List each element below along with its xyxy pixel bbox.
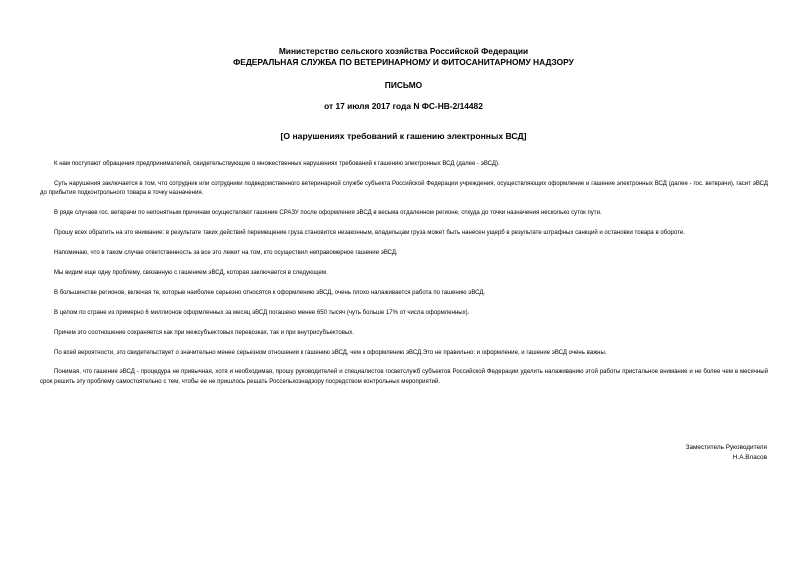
- signatory-position: Заместитель Руководителя: [685, 444, 767, 451]
- document-subject: [О нарушениях требований к гашению электронных ВСД]: [280, 131, 527, 141]
- paragraph-4: Прошу всех обратить на это внимание: в результате таких действий перемещение груза становится незаконным, владельцам груза может быть нанесен ущерб в результате штрафных санкций и остановки товара в обороте.: [54, 230, 685, 237]
- paragraph-5: Напоминаю, что в таком случае ответственность за все это лежит на том, кто осуществил неправомерное гашение эВСД.: [54, 250, 398, 257]
- paragraph-10: По всей вероятности, это свидетельствует о значительно менее серьезном отношении к гашению эВСД, чем к оформлению эВСД.Это не правильно: и оформление, и гашение эВСД очень важны.: [54, 349, 607, 356]
- paragraph-9: Причем это соотношение сохраняется как при межсубъектовых перевозках, так и при внутрисубъектовых.: [54, 329, 354, 336]
- service-name: ФЕДЕРАЛЬНАЯ СЛУЖБА ПО ВЕТЕРИНАРНОМУ И ФИТОСАНИТАРНОМУ НАДЗОРУ: [233, 57, 574, 67]
- paragraph-1: К нам поступают обращения предпринимателей, свидетельствующие о множественных нарушениях требований к гашению электронных ВСД (далее - эВСД).: [54, 161, 500, 167]
- paragraph-6: Мы видим еще одну проблему, связанную с гашением эВСД, которая заключается в следующем.: [54, 269, 328, 276]
- paragraph-7: В большинстве регионов, включая те, которые наиболее серьезно относятся к оформлению эВСД, очень плохо налаживается работа по гашению эВСД.: [54, 289, 486, 296]
- signatory-name: Н.А.Власов: [732, 454, 767, 461]
- paragraph-3: В ряде случаев гос. ветврачи по непонятным причинам осуществляют гашение СРАЗУ после оформления эВСД в весьма отдаленном регионе, откуда до точки назначения несколько суток пути.: [54, 210, 602, 217]
- paragraph-2: Суть нарушения заключается в том, что сотрудник или сотрудники подведомственного ветеринарной службе субъекта Российской Федерации учреждения, осуществляющих оформление и гашение электронных ВСД (далее - гос. ветврачи), гасит эВСД до прибытия подконтрольного товара в точку назначения.: [40, 180, 768, 197]
- letter-body: [40, 160, 768, 398]
- paragraph-11: Понимая, что гашение эВСД - процедура не привычная, хотя и необходимая, прошу руководителей и специалистов госветслужб субъектов Российской Федерации уделить налаживанию этой работы пристальное внимание и не более чем в месячный срок решить эту проблему самостоятельно с тем, чтобы ее не пришлось решать Россельхознадзору посредством контрольных мероприятий.: [40, 369, 768, 385]
- ministry-name: Министерство сельского хозяйства Российской Федерации: [278, 46, 529, 56]
- document-type: ПИСЬМО: [384, 80, 423, 90]
- document-date-number: от 17 июля 2017 года N ФС-НВ-2/14482: [324, 101, 483, 111]
- paragraph-8: В целом по стране из примерно 6 миллионов оформленных за месяц эВСД погашено менее 650 тысяч (чуть больше 17% от числа оформленных).: [54, 309, 470, 316]
